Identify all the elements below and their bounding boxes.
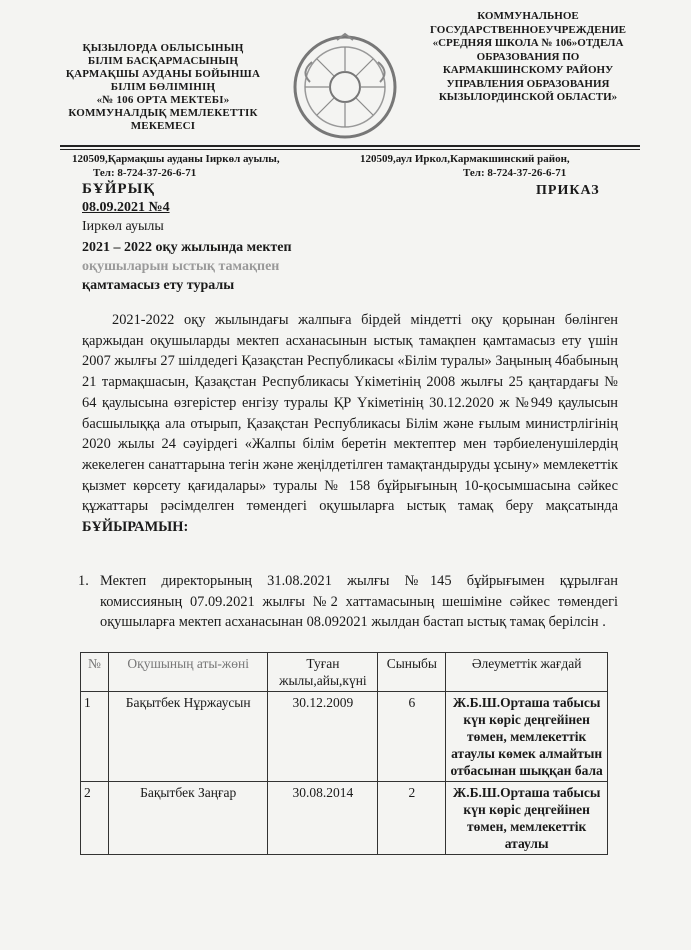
students-table: [80, 652, 608, 855]
order-title-kz: БҰЙРЫҚ: [82, 181, 156, 197]
order-date: 08.09.2021 №4: [82, 200, 170, 215]
cell-dob: 30.08.2014: [268, 782, 378, 855]
header-ru-line: КАРМАКШИНСКОМУ РАЙОНУ: [442, 64, 614, 76]
cell-name: Бақытбек Заңғар: [108, 782, 268, 855]
address-ru: 120509,аул Иркол,Кармакшинский район,: [360, 153, 570, 165]
header-kz-line: «№ 106 ОРТА МЕКТЕБІ»: [96, 94, 230, 106]
table-row: [81, 692, 608, 782]
col-header: Сыныбы: [378, 653, 446, 692]
col-header: Оқушының аты-жөні: [108, 653, 268, 692]
phone-kz: Тел: 8-724-37-26-6-71: [93, 167, 197, 179]
body-paragraph-text: 2021-2022 оқу жылындағы жалпыға бірдей міндетті оқу қорынан бөлінген қаржыдан оқушыларды мектеп асханасынын ыстық тамақпен қамтамасыз ету үшін 2007 жылғы 27 шілдедегі Қазақстан Республикасы «Білім туралы» Заңының 4бабының 21 тармақшасын, Қазақстан Республикасы Үкіметінің 2008 жылғы 25 қаңтардағы № 64 қаулысына өзгерістер енгізу туралы ҚР Үкіметінің 30.12.2020 ж №949 қаулысын басшылыққа ала отырып, Қазақстан Республикасы Білім және ғылым министрлігінің 2020 жылы 24 сәуірдегі «Жалпы білім беретін мектептер мен тәрбиеленушілердің жекелеген санаттарына тегін және жеңілдетілген тамақтандыруды ұсыну» мемлекеттік қызмет көрсету қағидалары» туралы № 158 бұйрығының 10-қосымшасына сәйкес құжаттары рәсімделген төмендегі оқушыларға ыстық тамақ беру мақсатында: [82, 312, 618, 515]
header-divider: [60, 145, 640, 147]
address-kz: 120509,Қармақшы ауданы Іиркөл ауылы,: [72, 153, 280, 165]
state-emblem-icon: [290, 32, 400, 142]
header-kz-line: МЕКЕМЕСІ: [130, 120, 196, 132]
header-kz-line: БІЛІМ БАСҚАРМАСЫНЫҢ: [87, 55, 239, 67]
cell-num: 1: [81, 692, 109, 782]
header-ru-line: КОММУНАЛЬНОЕ: [477, 10, 579, 22]
cell-dob: 30.12.2009: [268, 692, 378, 782]
col-header: №: [81, 653, 109, 692]
item-number: 1.: [78, 573, 89, 589]
subject-line: оқушыларын ыстық тамақпен: [82, 259, 280, 274]
header-ru-line: ГОСУДАРСТВЕННОЕУЧРЕЖДЕНИЕ: [430, 23, 626, 36]
order-body: [82, 310, 618, 538]
header-kz-line: ҚЫЗЫЛОРДА ОБЛЫСЫНЫҢ: [82, 42, 244, 54]
order-title-ru: ПРИКАЗ: [536, 183, 600, 198]
cell-name: Бақытбек Нұржаусын: [108, 692, 268, 782]
header-kz-line: ҚАРМАҚШЫ АУДАНЫ БОЙЫНША: [65, 68, 261, 80]
subject-line: қамтамасыз ету туралы: [82, 278, 235, 293]
order-place: Іиркөл ауылы: [82, 219, 164, 234]
header-ru-line: УПРАВЛЕНИЯ ОБРАЗОВАНИЯ: [446, 77, 610, 90]
cell-num: 2: [81, 782, 109, 855]
col-header: Туған жылы,айы,күні: [268, 653, 378, 692]
cell-status: Ж.Б.Ш.Орташа табысы күн көріс деңгейінен төмен, мемлекеттік атаулы көмек алмайтын отбасынан шыққан бала: [446, 692, 608, 782]
header-ru-line: «СРЕДНЯЯ ШКОЛА № 106»ОТДЕЛА: [432, 37, 624, 49]
order-item-1: [78, 571, 618, 633]
table-row: [81, 782, 608, 855]
body-emphasis: БҰЙЫРАМЫН:: [82, 519, 189, 536]
body-paragraph: [82, 310, 618, 538]
subject-line: 2021 – 2022 оқу жылында мектеп: [82, 240, 292, 255]
cell-grade: 6: [378, 692, 446, 782]
header-kz-line: БІЛІМ БӨЛІМІНІҢ: [110, 81, 216, 93]
item-text: Мектеп директорының 31.08.2021 жылғы №145 бұйрығымен құрылған комиссияның 07.09.2021 жылғы №2 хаттамасының шешіміне сәйкес төмендегі оқушыларға мектеп асханасынан 08.092021 жылдан бастап ыстық тамақ берілсін .: [100, 573, 618, 631]
header-ru: [418, 10, 638, 105]
col-header: Әлеуметтік жағдай: [446, 653, 608, 692]
cell-status: Ж.Б.Ш.Орташа табысы күн көріс деңгейінен төмен, мемлекеттік атаулы: [446, 782, 608, 855]
phone-ru: Тел: 8-724-37-26-6-71: [463, 167, 567, 179]
header-divider-thin: [60, 149, 640, 150]
header-ru-line: ОБРАЗОВАНИЯ ПО: [476, 50, 580, 63]
cell-grade: 2: [378, 782, 446, 855]
header-kz: [58, 42, 268, 133]
header-ru-line: КЫЗЫЛОРДИНСКОЙ ОБЛАСТИ»: [438, 91, 618, 103]
header-kz-line: КОММУНАЛДЫҚ МЕМЛЕКЕТТІК: [68, 107, 258, 119]
table-header-row: [81, 653, 608, 692]
order-subject: [82, 238, 292, 295]
